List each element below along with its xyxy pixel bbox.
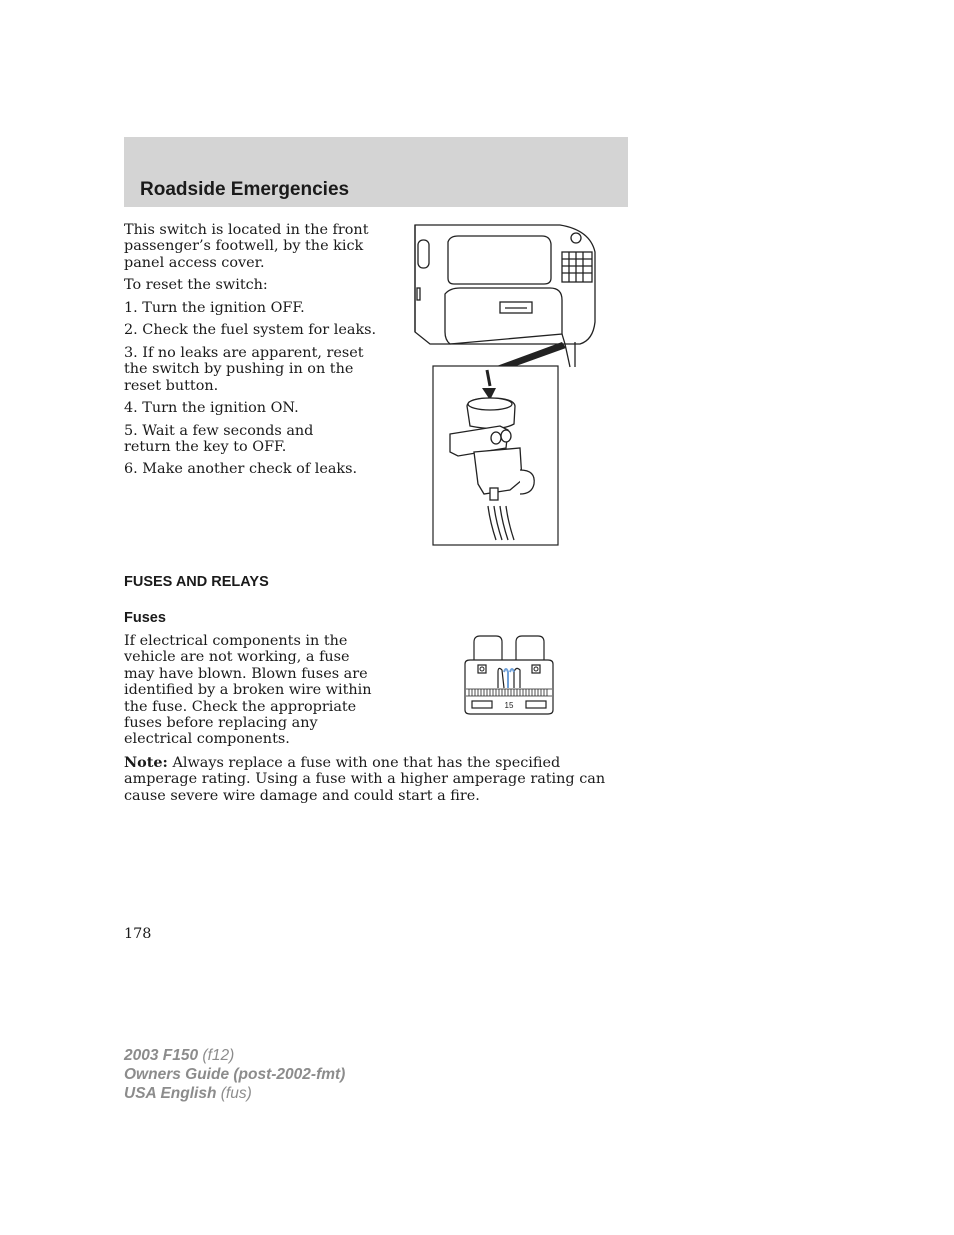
footer-model: 2003 F150 — [124, 1047, 199, 1064]
footer-line-2 — [124, 1065, 345, 1084]
step-3: 3. If no leaks are apparent, reset the switch by pushing in on the reset button. — [124, 345, 364, 394]
page-number: 178 — [124, 926, 152, 942]
section-title: Roadside Emergencies — [140, 179, 350, 200]
reset-intro-text: To reset the switch: — [124, 277, 268, 293]
footer-line-3 — [124, 1084, 345, 1103]
note-paragraph — [124, 755, 629, 804]
fuse-rating-label: 15 — [504, 701, 514, 710]
fuse-illustration — [460, 634, 560, 716]
step-6: 6. Make another check of leaks. — [124, 461, 358, 477]
footwell-switch-illustration — [410, 222, 610, 552]
footer-language: USA English — [124, 1085, 217, 1102]
step-2: 2. Check the fuel system for leaks. — [124, 322, 377, 338]
step-5: 5. Wait a few seconds and return the key to OFF. — [124, 423, 314, 456]
footer-language-code: (fus) — [216, 1085, 252, 1102]
document-footer — [124, 1046, 345, 1103]
fuses-body-text: If electrical components in the vehicle are not working, a fuse may have blown. Blown fuses are identified by a broken wire within the fuse. Check the appropriate fuses before replacing any electrical components. — [124, 633, 372, 748]
footer-guide: Owners Guide (post-2002-fmt) — [124, 1066, 346, 1083]
section-header — [124, 137, 628, 207]
fuses-and-relays-heading: FUSES AND RELAYS — [124, 574, 269, 590]
fuses-subheading: Fuses — [124, 610, 166, 626]
footer-line-1 — [124, 1046, 345, 1065]
step-1: 1. Turn the ignition OFF. — [124, 300, 305, 316]
note-label: Note: — [124, 754, 168, 771]
note-text: Always replace a fuse with one that has the specified amperage rating. Using a fuse with a higher amperage rating can cause severe wire damage and could start a fire. — [124, 755, 606, 804]
footer-model-code: (f12) — [198, 1047, 235, 1064]
step-4: 4. Turn the ignition ON. — [124, 400, 299, 416]
switch-location-text: This switch is located in the front passenger’s footwell, by the kick panel access cover. — [124, 222, 369, 271]
